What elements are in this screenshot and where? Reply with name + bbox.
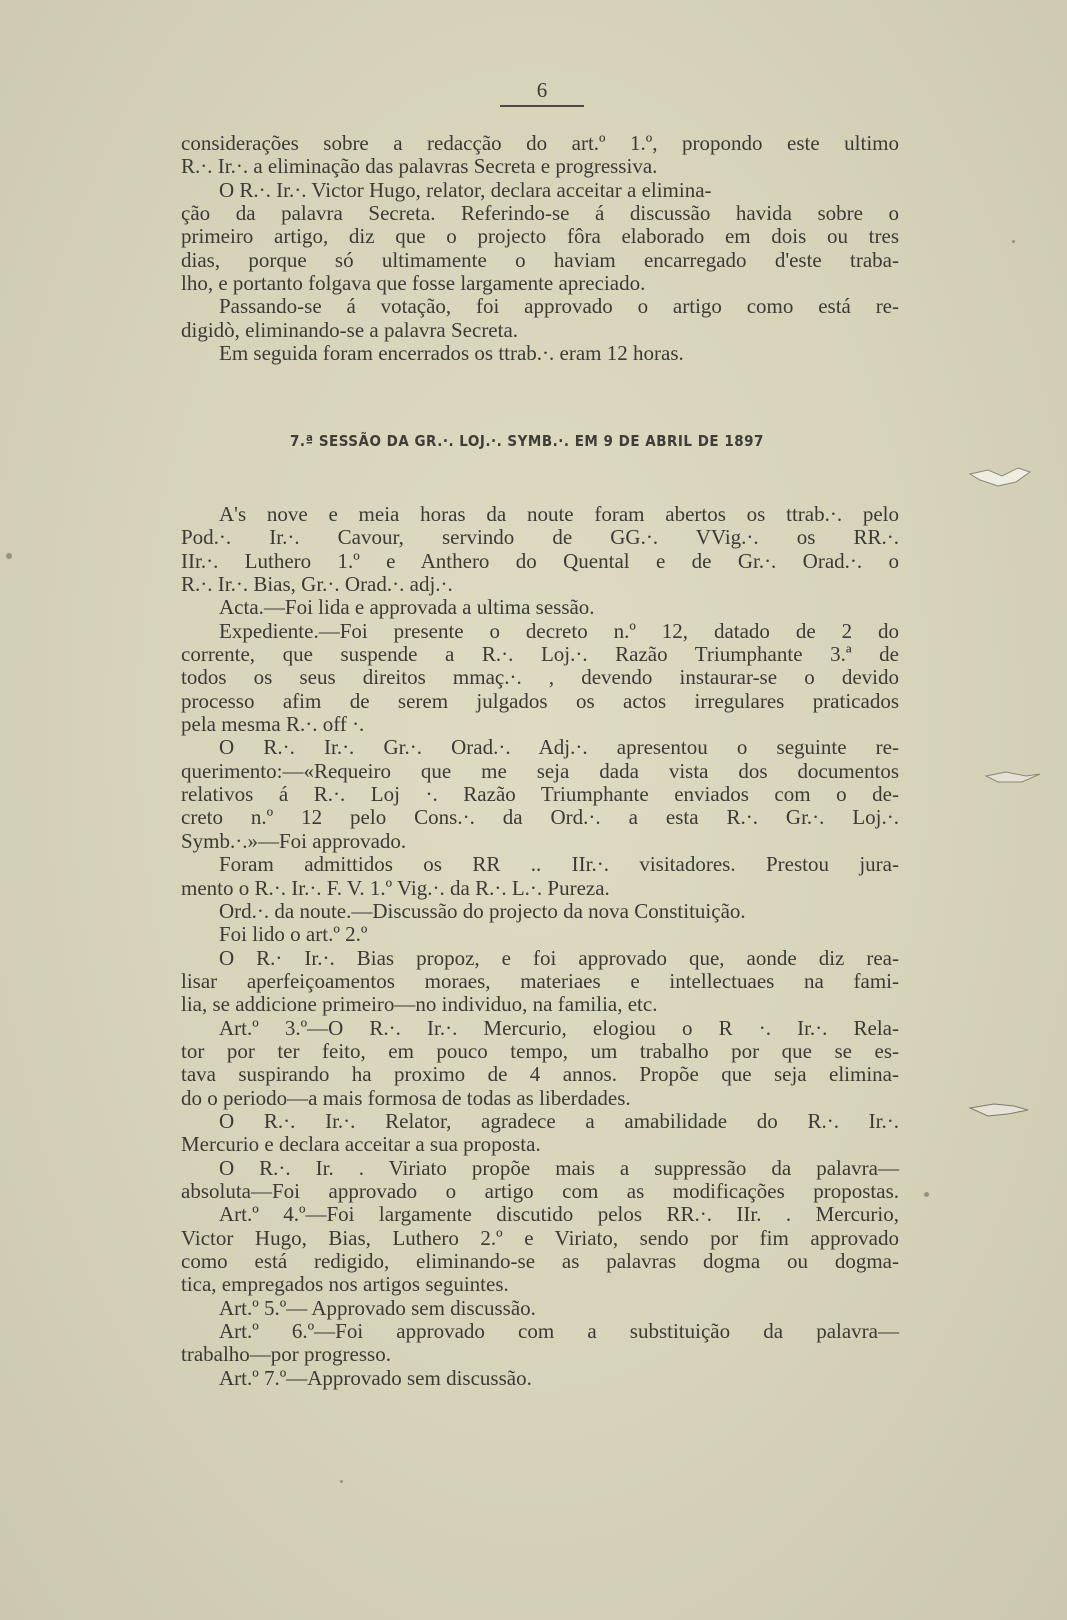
text-line: todos os seus direitos mmaç.·. , devendo instaurar-se o devido	[181, 665, 899, 690]
text-line: lisar aperfeiçoamentos moraes, materiaes e intellectuaes na fami-	[181, 968, 899, 993]
page-number-rule	[500, 105, 584, 107]
paper-fleck	[6, 553, 12, 559]
section-heading: 7.ª SESSÃO DA GR.·. LOJ.·. SYMB.·. EM 9 DE ABRIL DE 1897	[290, 432, 764, 450]
text-line: considerações sobre a redacção do art.º 1.º, propondo este ultimo	[181, 131, 899, 155]
text-line: primeiro artigo, diz que o projecto fôra elaborado em dois ou tres	[181, 224, 899, 249]
text-line: Mercurio e declara acceitar a sua proposta.	[181, 1132, 541, 1157]
text-line: como está redigido, eliminando-se as palavras dogma ou dogma-	[181, 1249, 899, 1273]
text-line: mento o R.·. Ir.·. F. V. 1.º Vig.·. da R.·. L.·. Pureza.	[181, 875, 610, 900]
text-line: A's nove e meia horas da noute foram abertos os ttrab.·. pelo	[219, 502, 899, 526]
paper-fleck	[924, 1192, 929, 1197]
text-line: Art.º 7.º—Approvado sem discussão.	[219, 1365, 532, 1390]
text-line: tava suspirando ha proximo de 4 annos. Propõe que seja elimina-	[181, 1062, 899, 1087]
torn-paper-mark	[982, 760, 1046, 794]
text-line: O R.·. Ir.·. Gr.·. Orad.·. Adj.·. apresentou o seguinte re-	[219, 735, 899, 760]
text-line: Acta.—Foi lida e approvada a ultima sessão.	[219, 595, 595, 620]
torn-paper-mark	[968, 460, 1032, 494]
text-line: R.·. Ir.·. a eliminação das palavras Secreta e progressiva.	[181, 154, 658, 179]
text-line: Pod.·. Ir.·. Cavour, servindo de GG.·. VVig.·. os RR.·.	[181, 525, 899, 550]
text-line: Symb.·.»—Foi approvado.	[181, 828, 407, 853]
text-line: tica, empregados nos artigos seguintes.	[181, 1272, 509, 1297]
paper-fleck	[340, 1480, 343, 1483]
text-line: Art.º 3.º—O R.·. Ir.·. Mercurio, elogiou o R ·. Ir.·. Rela-	[219, 1015, 899, 1040]
text-line: O R.·. Ir.·. Victor Hugo, relator, declara acceitar a elimina-	[219, 177, 712, 202]
text-line: dias, porque só ultimamente o haviam encarregado d'este traba-	[181, 247, 899, 272]
text-line: Art.º 4.º—Foi largamente discutido pelos RR.·. IIr. . Mercurio,	[219, 1202, 899, 1227]
text-line: do o periodo—a mais formosa de todas as liberdades.	[181, 1085, 631, 1110]
text-line: ção da palavra Secreta. Referindo-se á discussão havida sobre o	[181, 201, 899, 226]
text-line: trabalho—por progresso.	[181, 1342, 391, 1367]
text-line: O R.·. Ir. . Viriato propõe mais a suppressão da palavra—	[219, 1155, 899, 1180]
text-line: Foram admittidos os RR .. IIr.·. visitadores. Prestou jura-	[219, 852, 899, 877]
paragraph-1	[181, 132, 899, 365]
text-line: O R.· Ir.·. Bias propoz, e foi approvado que, aonde diz rea-	[219, 945, 899, 970]
text-line: relativos á R.·. Loj ·. Razão Triumphante enviados com o de-	[181, 782, 899, 807]
text-line: querimento:—«Requeiro que me seja dada vista dos documentos	[181, 758, 899, 783]
text-line: digidò, eliminando-se a palavra Secreta.	[181, 317, 519, 342]
paper-fleck	[1012, 240, 1015, 243]
text-line: Art.º 6.º—Foi approvado com a substituição da palavra—	[219, 1319, 899, 1344]
text-line: IIr.·. Luthero 1.º e Anthero do Quental e de Gr.·. Orad.·. o	[181, 548, 899, 573]
text-line: O R.·. Ir.·. Relator, agradece a amabilidade do R.·. Ir.·.	[219, 1108, 899, 1133]
text-line: corrente, que suspende a R.·. Loj.·. Razão Triumphante 3.ª de	[181, 642, 899, 667]
text-line: absoluta—Foi approvado o artigo com as modificações propostas.	[181, 1178, 899, 1203]
text-line: Victor Hugo, Bias, Luthero 2.º e Viriato, sendo por fim approvado	[181, 1225, 899, 1250]
paragraph-2	[181, 503, 899, 1390]
text-line: Ord.·. da noute.—Discussão do projecto da nova Constituição.	[219, 898, 746, 923]
text-line: Em seguida foram encerrados os ttrab.·. eram 12 horas.	[219, 341, 684, 366]
text-line: Passando-se á votação, foi approvado o artigo como está re-	[219, 294, 899, 319]
text-line: Art.º 5.º— Approvado sem discussão.	[219, 1295, 536, 1320]
text-line: lho, e portanto folgava que fosse largamente apreciado.	[181, 271, 646, 296]
text-line: R.·. Ir.·. Bias, Gr.·. Orad.·. adj.·.	[181, 572, 453, 597]
text-line: tor por ter feito, em pouco tempo, um trabalho por que se es-	[181, 1038, 899, 1063]
text-line: Foi lido o art.º 2.º	[219, 922, 368, 947]
text-line: processo afim de serem julgados os actos irregulares praticados	[181, 688, 899, 713]
text-line: creto n.º 12 pelo Cons.·. da Ord.·. a esta R.·. Gr.·. Loj.·.	[181, 805, 899, 830]
text-line: Expediente.—Foi presente o decreto n.º 12, datado de 2 do	[219, 618, 899, 643]
page-number: 6	[536, 78, 548, 102]
torn-paper-mark	[968, 1094, 1032, 1128]
text-line: lia, se addicione primeiro—no individuo, na familia, etc.	[181, 992, 658, 1017]
text-line: pela mesma R.·. off ·.	[181, 712, 365, 737]
